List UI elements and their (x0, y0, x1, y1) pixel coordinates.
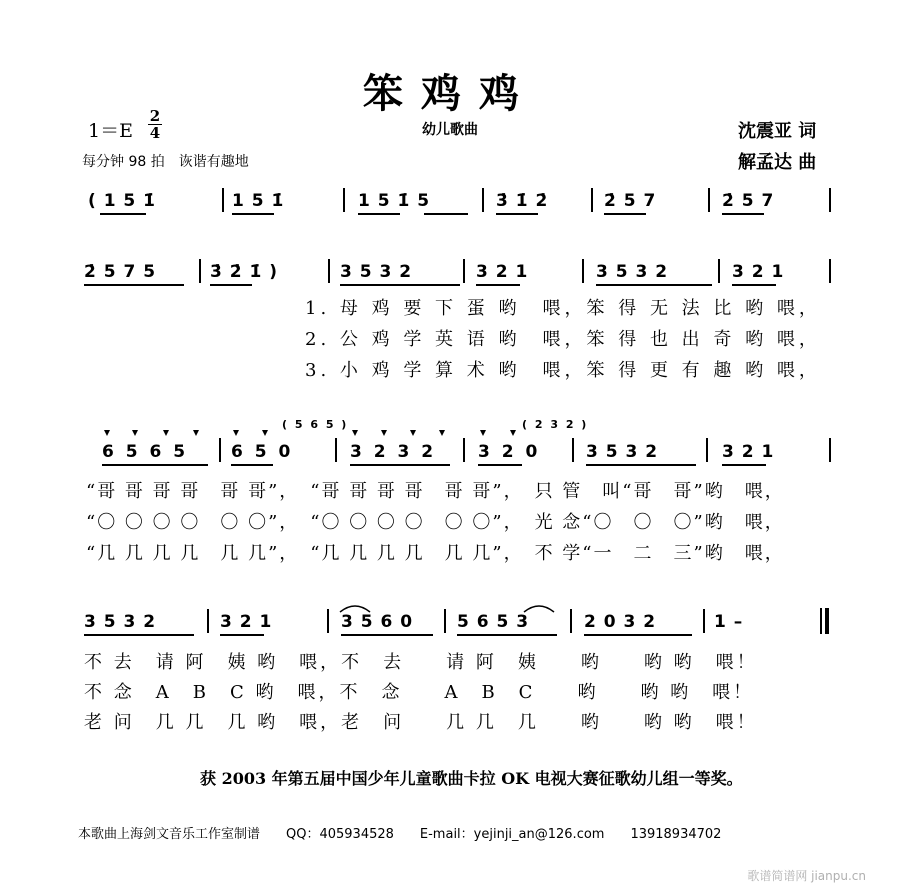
measure: 2̇ 5 7 5 (84, 262, 157, 282)
barline (207, 609, 209, 633)
lyric-verse-3: 3. 小 鸡 学 算 术 哟 喂，笨 得 更 有 趣 哟 喂， (305, 360, 821, 381)
measure: 6 5 6 5 (102, 442, 189, 462)
accent-mark (352, 430, 358, 436)
beam (424, 213, 468, 215)
accent-mark (233, 430, 239, 436)
barline (706, 438, 708, 462)
barline (572, 438, 574, 462)
beam (210, 284, 252, 286)
beam (457, 634, 557, 636)
measure: 3 2 1 (732, 262, 785, 282)
composer-credit: 解孟达 曲 (738, 152, 817, 173)
time-signature (148, 108, 162, 141)
barline (829, 188, 831, 212)
beam (232, 213, 274, 215)
barline (591, 188, 593, 212)
measure: 3 2 0 (478, 442, 541, 462)
lyricist-credit: 沈震亚 词 (738, 121, 817, 142)
lyric-line3-verse-3: “几 几 几 几 几 几”， “几 几 几 几 几 几”， 不 学“一 二 三”哟 喂， (86, 543, 785, 564)
measure: ( 1 5 1̇ (88, 191, 157, 211)
lyric-line3-verse-2: “〇 〇 〇 〇 〇 〇”， “〇 〇 〇 〇 〇 〇”， 光 念“〇 〇 〇”哟 喂， (86, 512, 785, 533)
beam (596, 284, 712, 286)
measure: 3 2 1 (476, 262, 529, 282)
barline (829, 438, 831, 462)
accent-mark (439, 430, 445, 436)
beam (476, 284, 520, 286)
beam (478, 464, 522, 466)
lyric-verse-1: 1. 母 鸡 要 下 蛋 哟 喂，笨 得 无 法 比 哟 喂， (305, 298, 821, 319)
barline (327, 609, 329, 633)
accent-mark (510, 430, 516, 436)
beam (350, 464, 450, 466)
measure: 3 5 6 0 (341, 612, 414, 632)
barline (482, 188, 484, 212)
measure: 3 2 1 (220, 612, 273, 632)
beam (100, 213, 146, 215)
barline (718, 259, 720, 283)
beam (220, 634, 264, 636)
lyric-line4-verse-1: 不 去 请 阿 姨 哟 喂，不 去 请 阿 姨 哟 哟 哟 喂！ (84, 652, 758, 673)
engraving-credit: 本歌曲上海剑文音乐工作室制谱 QQ：405934528 E-mail：yejinji_an@126.com 13918934702 (78, 827, 722, 842)
accent-mark (262, 430, 268, 436)
song-subtitle: 幼儿歌曲 (422, 122, 478, 138)
barline (343, 188, 345, 212)
accent-mark (132, 430, 138, 436)
measure: 3 2 3 2 (350, 442, 437, 462)
song-title: 笨鸡鸡 (363, 70, 537, 117)
measure: 1 5 1̇ (232, 191, 285, 211)
lyric-line4-verse-3: 老 问 几 几 几 哟 喂，老 问 几 几 几 哟 哟 哟 喂！ (84, 712, 758, 733)
barline (444, 609, 446, 633)
measure: 3̇ 1̇ 2̇ (496, 191, 549, 211)
final-barline-thick (825, 608, 829, 634)
beam (496, 213, 538, 215)
barline (219, 438, 221, 462)
barline (222, 188, 224, 212)
beam (586, 464, 696, 466)
measure: 3 2 1 (722, 442, 775, 462)
measure: 5 6 5 3 (457, 612, 530, 632)
award-note: 获 2003 年第五届中国少年儿童歌曲卡拉 OK 电视大赛征歌幼儿组一等奖。 (200, 769, 743, 788)
measure: 3̇ 2̇ 1̇ ) (210, 262, 279, 282)
accent-mark (163, 430, 169, 436)
accent-mark (381, 430, 387, 436)
lyric-verse-2: 2. 公 鸡 学 英 语 哟 喂，笨 得 也 出 奇 哟 喂， (305, 329, 821, 350)
accent-mark (480, 430, 486, 436)
measure: 1 – (714, 612, 744, 632)
beam (84, 634, 194, 636)
meter-top: 2 (149, 107, 161, 125)
beam (722, 213, 764, 215)
beam (231, 464, 273, 466)
beam (341, 634, 433, 636)
barline (199, 259, 201, 283)
barline (708, 188, 710, 212)
beam (358, 213, 400, 215)
grace-notes: ( 2 3 2 ) (522, 418, 589, 431)
lyric-line4-verse-2: 不 念 A B C 哟 喂，不 念 A B C 哟 哟 哟 喂！ (84, 682, 755, 703)
measure: 2̇ 5 7 (722, 191, 775, 211)
beam (604, 213, 646, 215)
measure: 6 5 0 (231, 442, 294, 462)
measure: 3 5 3 2 (586, 442, 659, 462)
key-signature: 1＝E (88, 120, 133, 142)
barline (570, 609, 572, 633)
barline (335, 438, 337, 462)
accent-mark (193, 430, 199, 436)
beam (102, 464, 208, 466)
barline (582, 259, 584, 283)
grace-notes: ( 5 6 5 ) (282, 418, 349, 431)
final-barline-thin (820, 608, 822, 634)
beam (584, 634, 692, 636)
barline (463, 438, 465, 462)
measure: 3 5 3 2 (340, 262, 413, 282)
tempo-marking: 每分钟 98 拍 诙谐有趣地 (82, 154, 249, 170)
barline (703, 609, 705, 633)
measure: 3 5 3 2 (596, 262, 669, 282)
accent-mark (104, 430, 110, 436)
site-watermark: 歌谱简谱网 jianpu.cn (747, 869, 866, 883)
measure: 2 0 3 2 (584, 612, 657, 632)
beam (84, 284, 184, 286)
beam (340, 284, 460, 286)
barline (829, 259, 831, 283)
barline (328, 259, 330, 283)
lyric-line3-verse-1: “哥 哥 哥 哥 哥 哥”， “哥 哥 哥 哥 哥 哥”， 只 管 叫“哥 哥”哟 喂， (86, 481, 785, 502)
meter-bottom: 4 (149, 124, 161, 142)
beam (732, 284, 776, 286)
beam (722, 464, 766, 466)
barline (463, 259, 465, 283)
accent-mark (410, 430, 416, 436)
measure: 3 5 3 2 (84, 612, 157, 632)
measure: 2̇ 5 7 (604, 191, 657, 211)
measure: 1 5 1̇ 5 (358, 191, 431, 211)
